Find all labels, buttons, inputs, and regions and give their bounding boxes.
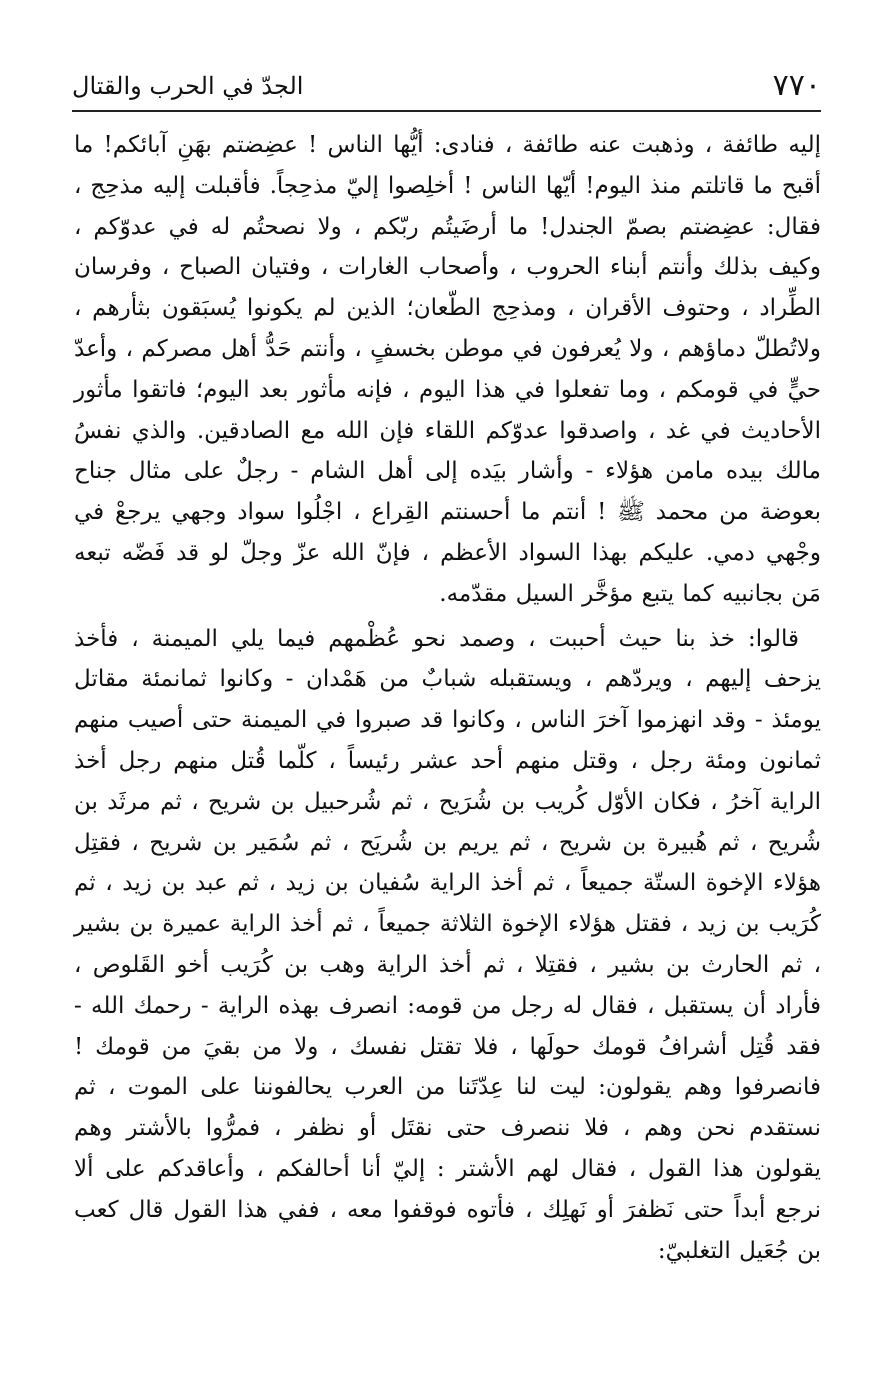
page-header [72,60,821,104]
paragraph-2: قالوا: خذ بنا حيث أحببت ، وصمد نحو عُظْمهم فيما يلي الميمنة ، فأخذ يزحف إليهم ، ويردّهم ، ويستقبله شبابٌ من هَمْدان - وكانوا ثمانمئة مقاتل يومئذ - وقد انهزموا آخرَ الناس ، وكانوا قد صبروا في الميمنة حتى أصيب منهم ثمانون ومئة رجل ، وقتل منهم أحد عشر رئيساً ، كلّما قُتل منهم رجل أخذ الراية آخرُ ، فكان الأوّل كُريب بن شُرَيح ، ثم شُرحبيل بن شريح ، ثم مرثَد بن شُريح ، ثم هُبيرة بن شريح ، ثم يريم بن شُريَح ، ثم سُمَير بن شريح ، فقتِل هؤلاء الإخوة الستّة جميعاً ، ثم أخذ الراية سُفيان بن زيد ، ثم عبد بن زيد ، ثم كُرَيب بن زيد ، فقتل هؤلاء الإخوة الثلاثة جميعاً ، ثم أخذ الراية عميرة بن بشير ، ثم الحارث بن بشير ، فقتِلا ، ثم أخذ الراية وهب بن كُرَيب أخو القَلوص ، فأراد أن يستقبل ، فقال له رجل من قومه: انصرف بهذه الراية - رحمك الله - فقد قُتِل أشرافُ قومك حولَها ، فلا تقتل نفسك ، ولا من بقيَ من قومك ! فانصرفوا وهم يقولون: ليت لنا عِدّتَنا من العرب يحالفوننا على الموت ، ثم نستقدم نحن وهم ، فلا ننصرف حتى نقتَل أو نظفر ، فمرُّوا بالأشتر وهم يقولون هذا القول ، فقال لهم الأشتر : إليّ أنا أحالفكم ، وأعاقدكم على ألا نرجع أبداً حتى نَظفرَ أو نَهلِك ، فأتوه فوقفوا معه ، ففي هذا القول قال كعب بن جُعَيل التغلبيّ: [74,625,821,1264]
paragraph-1: إليه طائفة ، وذهبت عنه طائفة ، فنادى: أيُّها الناس ! عضِضتم بهَنِ آبائكم! ما أقبح ما قاتلتم منذ اليوم! أيّها الناس ! أخلِصوا إليّ مذحِجاً. فأقبلت إليه مذحِج ، فقال: عضِضتم بصمّ الجندل! ما أرضَيتُم ربّكم ، ولا نصحتُم له في عدوّكم ، وكيف بذلك وأنتم أبناء الحروب ، وأصحاب الغارات ، وفتيان الصباح ، وفرسان الطِّراد ، وحتوف الأقران ، ومذحِج الطّعان؛ الذين لم يكونوا يُسبَقون بثأرهم ، ولاتُطلّ دماؤهم ، ولا يُعرفون في موطن بخسفٍ ، وأنتم حَدُّ أهل مصركم ، وأعدّ حيٍّ في قومكم ، وما تفعلوا في هذا اليوم ، فإنه مأثور بعد اليوم؛ فاتقوا مأثور الأحاديث في غد ، واصدقوا عدوّكم اللقاء فإن الله مع الصادقين. والذي نفسُ مالك بيده مامن هؤلاء - وأشار بيَده إلى أهل الشام - رجلٌ على مثال جناح بعوضة من محمد ﷺ ! أنتم ما أحسنتم القِراع ، اجْلُوا سواد وجهي يرجعْ في وجْهي دمي. عليكم بهذا السواد الأعظم ، فإنّ الله عزّ وجلّ لو قد فَضّه تبعه مَن بجانبيه كما يتبع مؤخَّر السيل مقدّمه. [74,132,821,607]
header-divider [72,110,821,112]
body-text [74,125,821,1271]
running-title: الجدّ في الحرب والقتال [72,72,304,100]
page-number: ٧٧٠ [772,68,821,103]
